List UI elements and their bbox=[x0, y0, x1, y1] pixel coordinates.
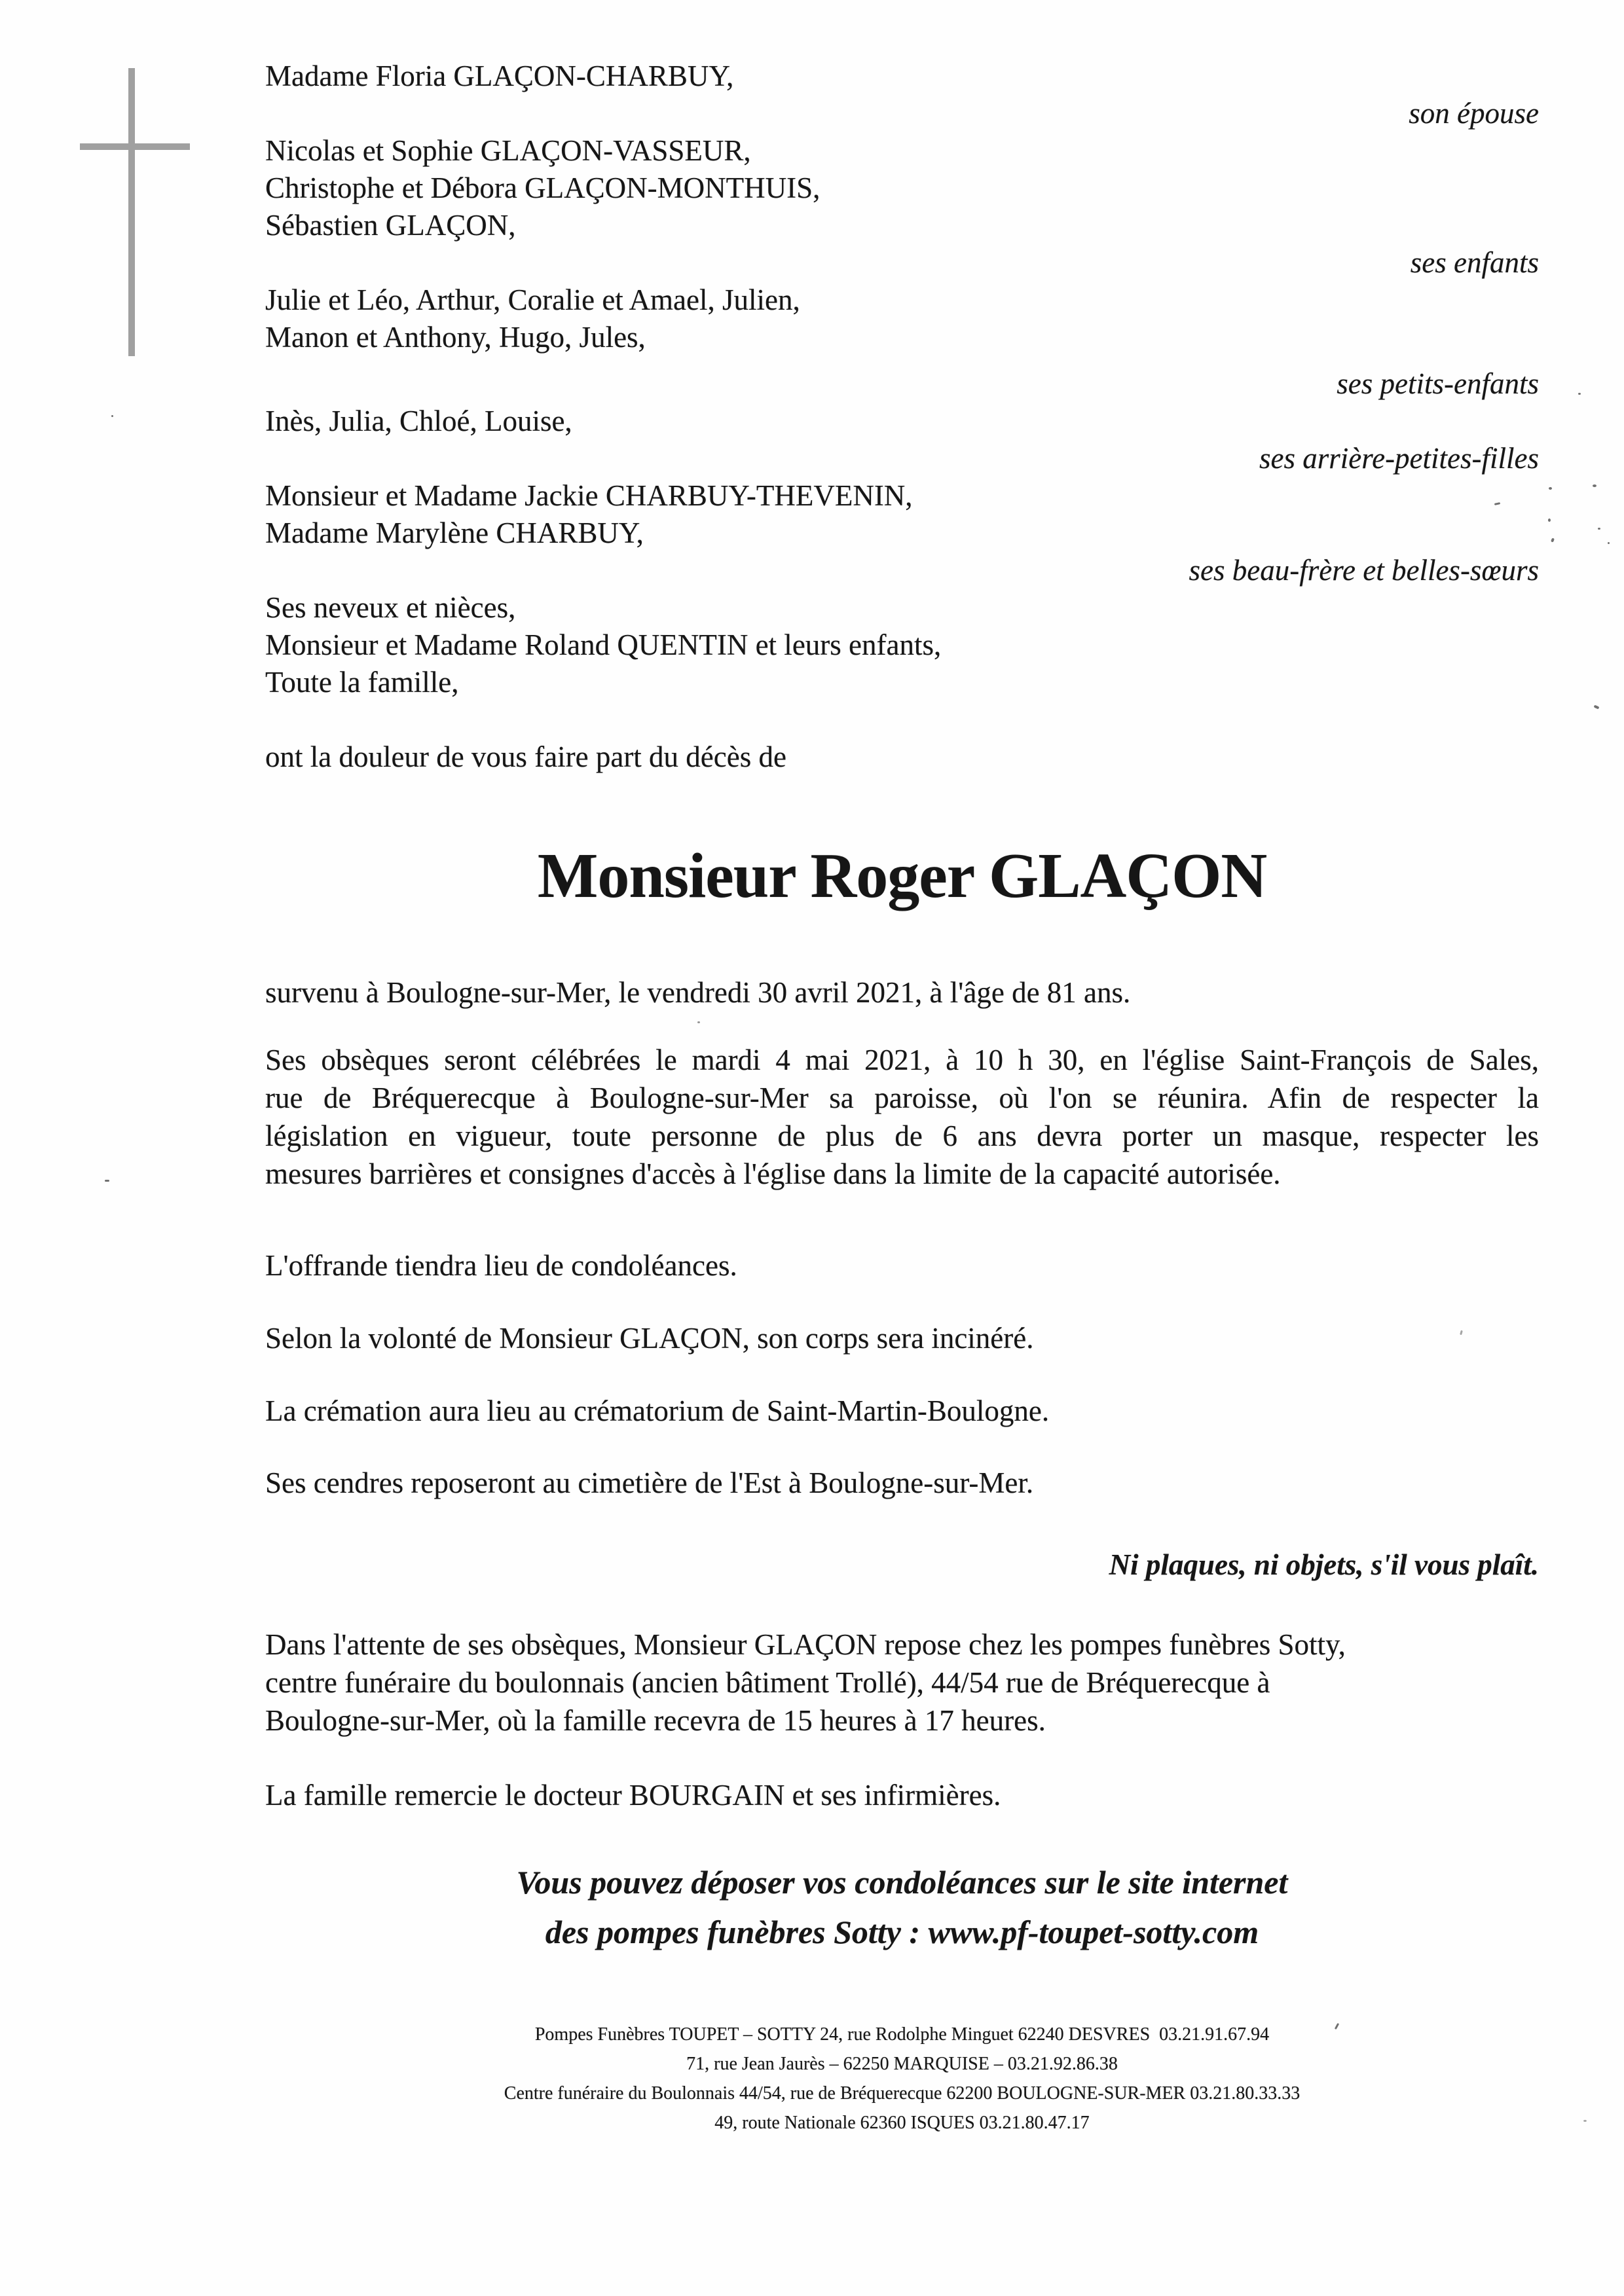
cremation-will-wrap bbox=[265, 1320, 1539, 1357]
cremation-place-wrap bbox=[265, 1393, 1539, 1430]
ashes-note: Ses cendres reposeront au cimetière de l'Est à Boulogne-sur-Mer. bbox=[265, 1467, 1034, 1499]
relative-line: Madame Marylène CHARBUY, bbox=[265, 517, 644, 549]
offering-note-wrap bbox=[265, 1247, 1539, 1285]
relatives-section bbox=[265, 58, 1539, 776]
cross-horizontal-bar bbox=[80, 143, 190, 150]
repose-line: Boulogne-sur-Mer, où la famille recevra de 15 heures à 17 heures. bbox=[265, 1704, 1046, 1737]
scan-speck bbox=[1578, 393, 1581, 395]
cross-vertical-bar bbox=[128, 68, 135, 356]
relation-label-in-laws: ses beau-frère et belles-sœurs bbox=[1189, 554, 1539, 587]
scan-speck bbox=[1608, 542, 1610, 544]
relative-line: Inès, Julia, Chloé, Louise, bbox=[265, 405, 572, 437]
scan-speck bbox=[1583, 2120, 1587, 2122]
spacer bbox=[265, 701, 1539, 738]
title-block bbox=[265, 841, 1539, 911]
condolences-website-line: des pompes funèbres Sotty : www.pf-toupet-sotty.com bbox=[545, 1914, 1259, 1950]
relative-line: Madame Floria GLAÇON-CHARBUY, bbox=[265, 60, 734, 92]
scan-speck bbox=[111, 415, 113, 417]
relative-line: Christophe et Débora GLAÇON-MONTHUIS, bbox=[265, 172, 821, 204]
cremation-will-note: Selon la volonté de Monsieur GLAÇON, son corps sera incinéré. bbox=[265, 1322, 1034, 1355]
funeral-home-footer bbox=[265, 2020, 1539, 2138]
death-date-line: survenu à Boulogne-sur-Mer, le vendredi 30 avril 2021, à l'âge de 81 ans. bbox=[265, 976, 1131, 1009]
relative-line: Julie et Léo, Arthur, Coralie et Amael, Julien, bbox=[265, 283, 800, 316]
relative-line: Monsieur et Madame Roland QUENTIN et leurs enfants, bbox=[265, 629, 942, 661]
footer-address-line: Centre funéraire du Boulonnais 44/54, rue de Bréquerecque 62200 BOULOGNE-SUR-MER 03.21.80.33.33 bbox=[504, 2083, 1301, 2104]
deceased-name: Monsieur Roger GLAÇON bbox=[537, 841, 1267, 911]
ashes-note-wrap bbox=[265, 1465, 1539, 1502]
scan-speck bbox=[1593, 484, 1596, 487]
relative-line: Nicolas et Sophie GLAÇON-VASSEUR, bbox=[265, 134, 751, 167]
footer-address-line: Pompes Funèbres TOUPET – SOTTY 24, rue Rodolphe Minguet 62240 DESVRES 03.21.91.67.94 bbox=[534, 2024, 1270, 2045]
scan-speck bbox=[1551, 538, 1555, 542]
scan-speck bbox=[1549, 487, 1552, 490]
repose-paragraph bbox=[265, 1626, 1539, 1740]
relation-label-great-granddaughters: ses arrière-petites-filles bbox=[1259, 442, 1539, 475]
thanks-note-wrap bbox=[265, 1777, 1539, 1814]
relative-line: Toute la famille, bbox=[265, 666, 459, 699]
no-plaques-note: Ni plaques, ni objets, s'il vous plaît. bbox=[1109, 1548, 1539, 1581]
ceremony-line: Ses obsèques seront célébrées le mardi 4 mai 2021, à 10 h 30, en l'église Saint-François de Sales, bbox=[265, 1044, 1539, 1076]
cremation-place-note: La crémation aura lieu au crématorium de Saint-Martin-Boulogne. bbox=[265, 1394, 1050, 1427]
ceremony-line: rue de Bréquerecque à Boulogne-sur-Mer sa paroisse, où l'on se réunira. Afin de respecter la bbox=[265, 1082, 1539, 1114]
relation-label-spouse: son épouse bbox=[1409, 97, 1539, 130]
relative-line: Sébastien GLAÇON, bbox=[265, 209, 516, 242]
relative-line: Manon et Anthony, Hugo, Jules, bbox=[265, 321, 646, 354]
thanks-note: La famille remercie le docteur BOURGAIN et ses infirmières. bbox=[265, 1779, 1001, 1812]
relation-label-children: ses enfants bbox=[1410, 246, 1539, 279]
scan-speck bbox=[1594, 704, 1600, 709]
death-date-line-wrap bbox=[265, 974, 1539, 1011]
ceremony-paragraph bbox=[265, 1041, 1539, 1193]
offering-note: L'offrande tiendra lieu de condoléances. bbox=[265, 1249, 737, 1282]
relative-line: Monsieur et Madame Jackie CHARBUY-THEVENIN, bbox=[265, 479, 913, 512]
repose-line: centre funéraire du boulonnais (ancien bâtiment Trollé), 44/54 rue de Bréquerecque à bbox=[265, 1666, 1270, 1699]
no-plaques-note-wrap bbox=[265, 1546, 1539, 1584]
scan-speck bbox=[697, 1021, 700, 1023]
condolences-line: Vous pouvez déposer vos condoléances sur le site internet bbox=[516, 1864, 1288, 1901]
condolences-note bbox=[265, 1857, 1539, 1957]
footer-address-line: 71, rue Jean Jaurès – 62250 MARQUISE – 03.21.92.86.38 bbox=[686, 2054, 1118, 2074]
relation-label-grandchildren: ses petits-enfants bbox=[1337, 367, 1539, 400]
relative-line: Ses neveux et nièces, bbox=[265, 591, 516, 624]
repose-line: Dans l'attente de ses obsèques, Monsieur GLAÇON repose chez les pompes funèbres Sotty, bbox=[265, 1628, 1346, 1661]
ceremony-line: mesures barrières et consignes d'accès à l'église dans la limite de la capacité autorisée. bbox=[265, 1157, 1281, 1190]
scan-speck bbox=[1548, 519, 1551, 522]
scan-speck bbox=[105, 1180, 109, 1182]
ceremony-line: législation en vigueur, toute personne de plus de 6 ans devra porter un masque, respecter les bbox=[265, 1120, 1539, 1152]
footer-address-line: 49, route Nationale 62360 ISQUES 03.21.80.47.17 bbox=[714, 2113, 1090, 2133]
announcement-intro-line: ont la douleur de vous faire part du décès de bbox=[265, 740, 786, 773]
scan-speck bbox=[1598, 528, 1600, 530]
